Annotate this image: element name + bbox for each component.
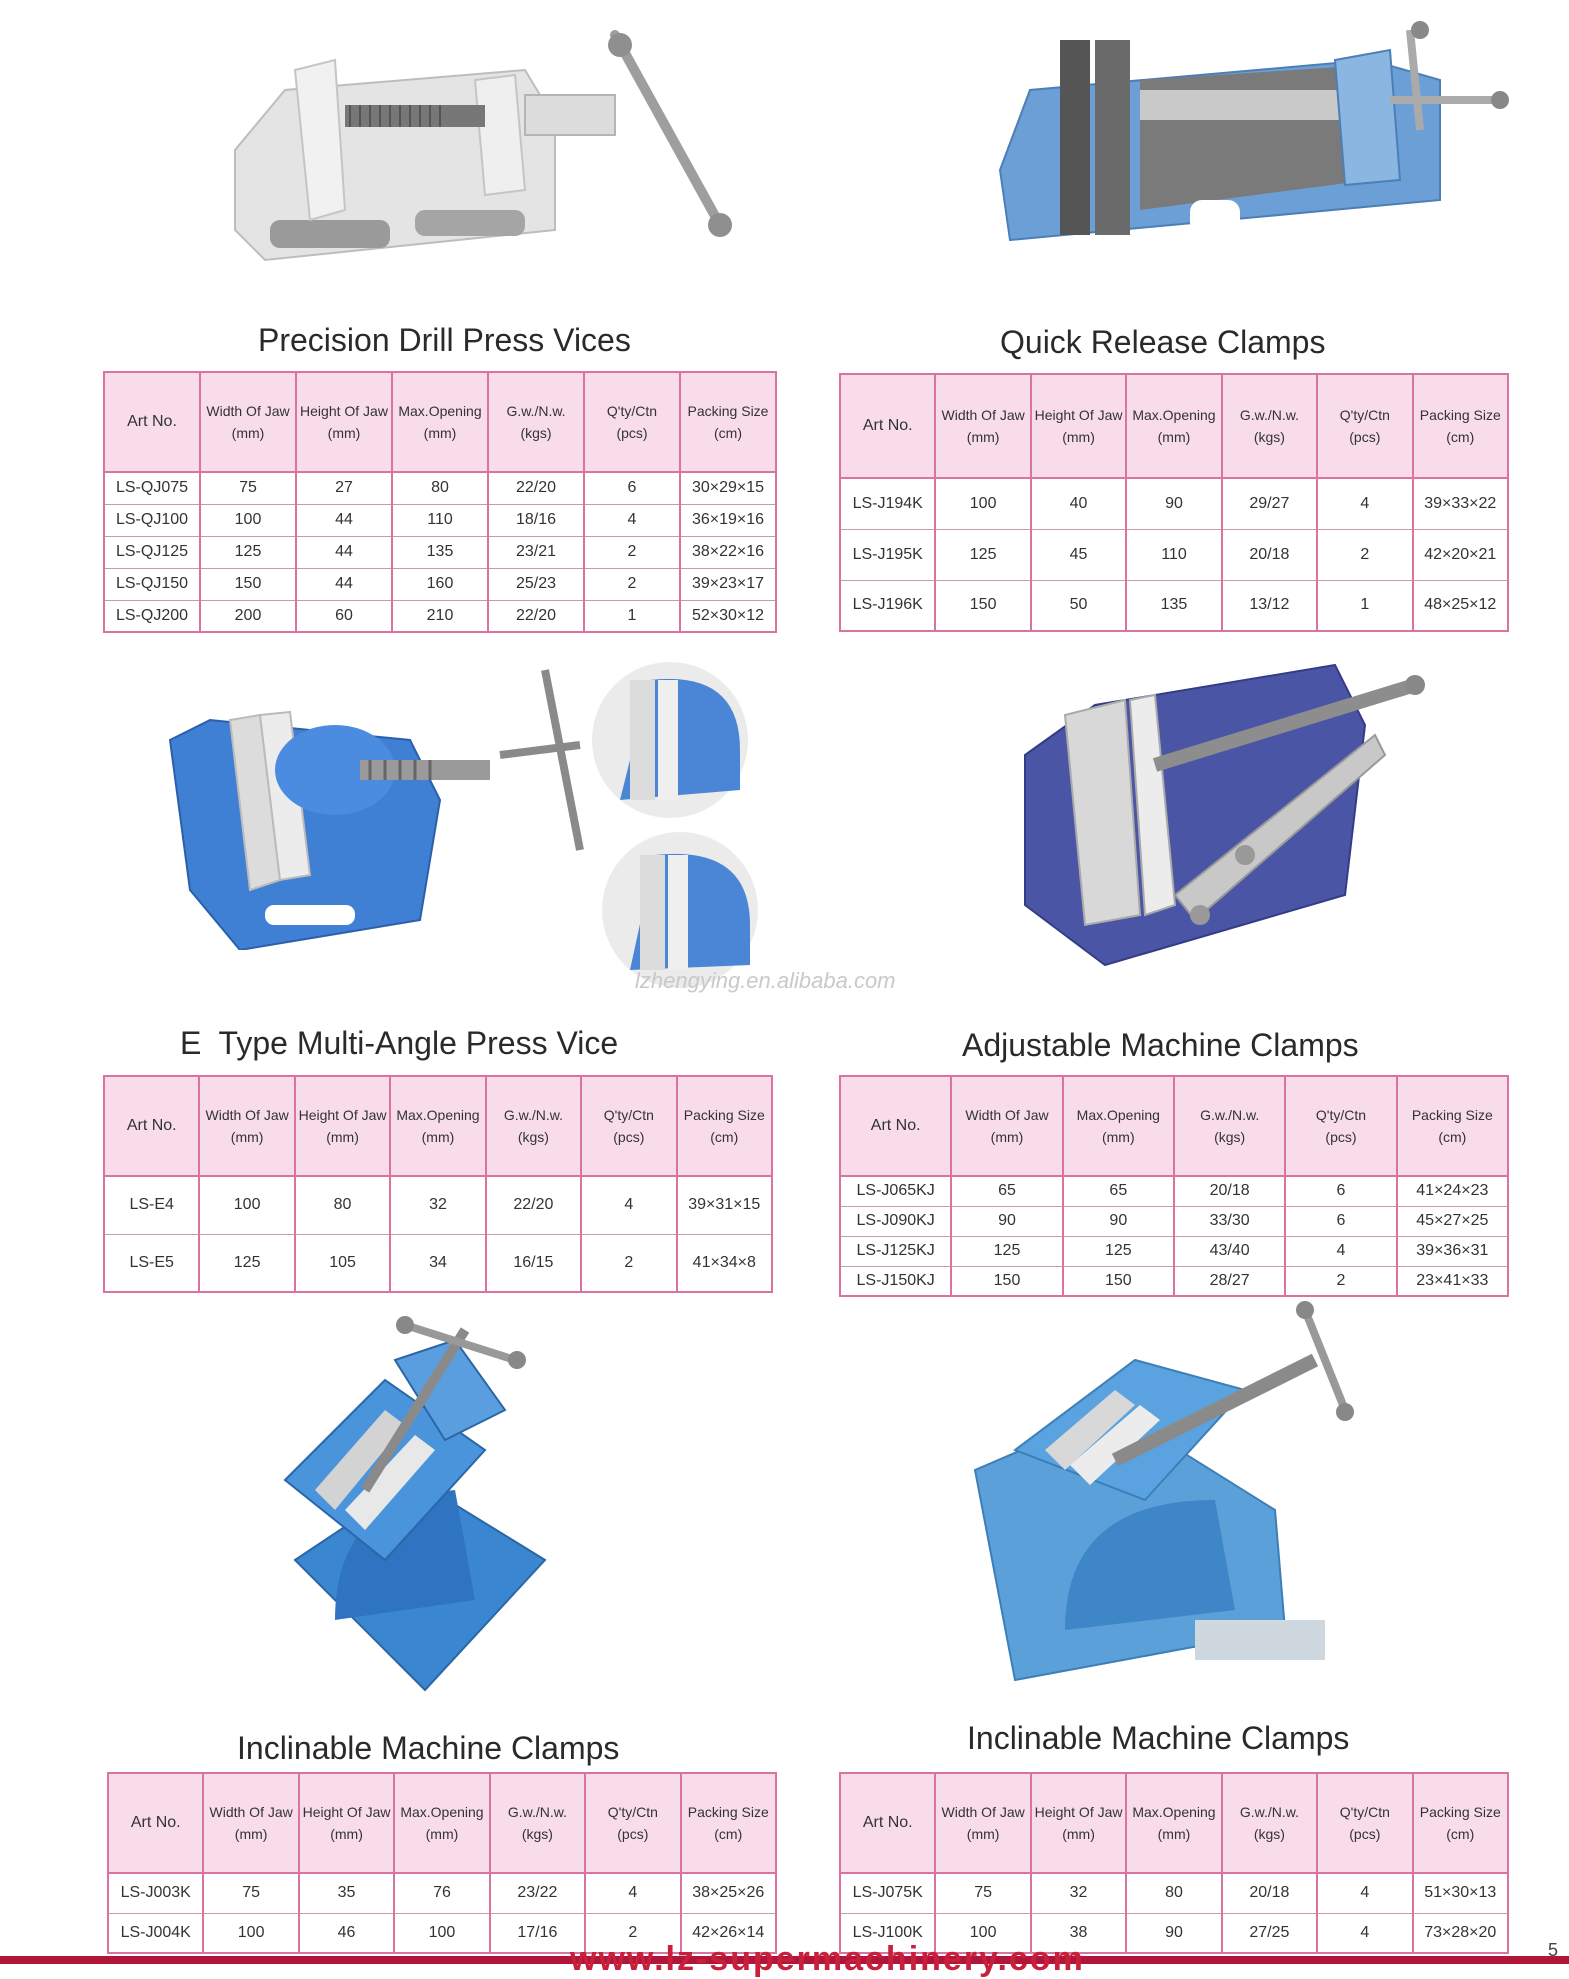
table-header-row — [104, 1076, 772, 1176]
table-cell: 23/21 — [488, 536, 584, 568]
table-cell: 200 — [200, 600, 296, 632]
table-cell: LS-QJ100 — [104, 504, 200, 536]
table-cell: 90 — [951, 1206, 1062, 1236]
table-cell: LS-J100K — [840, 1913, 935, 1953]
table-cell: 60 — [296, 600, 392, 632]
column-header: G.w./N.w. (kgs) — [1222, 1773, 1317, 1873]
column-header: Max.Opening (mm) — [392, 372, 488, 472]
table-cell: 125 — [935, 529, 1030, 580]
table-cell: 90 — [1063, 1206, 1174, 1236]
table-cell: 42×26×14 — [681, 1913, 776, 1953]
table-cell: LS-QJ200 — [104, 600, 200, 632]
table-cell: LS-QJ075 — [104, 472, 200, 504]
table-cell: 100 — [200, 504, 296, 536]
table-cell: 100 — [935, 478, 1030, 529]
table-cell: 2 — [584, 568, 680, 600]
table-cell: 2 — [1317, 529, 1412, 580]
table-cell: 45 — [1031, 529, 1126, 580]
table-cell: 125 — [1063, 1236, 1174, 1266]
table-cell: 1 — [1317, 580, 1412, 631]
column-header: Art No. — [840, 374, 935, 478]
column-header: Width Of Jaw (mm) — [200, 372, 296, 472]
table-row — [104, 1234, 772, 1292]
spec-table-inclinable-machine-clamps-right — [839, 1772, 1509, 1954]
table-cell: 43/40 — [1174, 1236, 1285, 1266]
table-cell: 32 — [390, 1176, 485, 1234]
table-cell: LS-J194K — [840, 478, 935, 529]
table-cell: LS-J150KJ — [840, 1266, 951, 1296]
table-cell: 105 — [295, 1234, 390, 1292]
table-cell: 75 — [200, 472, 296, 504]
table-cell: 38×25×26 — [681, 1873, 776, 1913]
table-cell: 4 — [1317, 1913, 1412, 1953]
table-row — [104, 600, 776, 632]
column-header: G.w./N.w. (kgs) — [1174, 1076, 1285, 1176]
section-title-e-type-multi-angle-press-vice: E Type Multi-Angle Press Vice — [180, 1025, 619, 1061]
table-cell: 16/15 — [486, 1234, 581, 1292]
spec-table-adjustable-machine-clamps — [839, 1075, 1509, 1297]
table-cell: 2 — [584, 536, 680, 568]
table-row — [108, 1873, 776, 1913]
table-cell: 17/16 — [490, 1913, 585, 1953]
table-cell: LS-J195K — [840, 529, 935, 580]
table-row — [104, 536, 776, 568]
table-cell: 4 — [1285, 1236, 1396, 1266]
column-header: Height Of Jaw (mm) — [1031, 374, 1126, 478]
table-cell: LS-E4 — [104, 1176, 199, 1234]
table-cell: 125 — [200, 536, 296, 568]
section-title-adjustable-machine-clamps: Adjustable Machine Clamps — [962, 1027, 1359, 1063]
table-cell: 45×27×25 — [1397, 1206, 1508, 1236]
table-cell: 22/20 — [486, 1176, 581, 1234]
column-header: Max.Opening (mm) — [1126, 374, 1221, 478]
table-cell: 44 — [296, 568, 392, 600]
table-cell: 22/20 — [488, 600, 584, 632]
table-cell: 23×41×33 — [1397, 1266, 1508, 1296]
column-header: Max.Opening (mm) — [394, 1773, 489, 1873]
table-cell: 18/16 — [488, 504, 584, 536]
section-title-inclinable-machine-clamps-right: Inclinable Machine Clamps — [967, 1720, 1350, 1756]
column-header: Packing Size (cm) — [680, 372, 776, 472]
table-cell: 6 — [1285, 1176, 1396, 1206]
column-header: Art No. — [108, 1773, 203, 1873]
table-cell: LS-J075K — [840, 1873, 935, 1913]
table-cell: 48×25×12 — [1413, 580, 1508, 631]
table-cell: 73×28×20 — [1413, 1913, 1508, 1953]
table-cell: 44 — [296, 504, 392, 536]
table-cell: 6 — [1285, 1206, 1396, 1236]
table-cell: 38×22×16 — [680, 536, 776, 568]
table-cell: 51×30×13 — [1413, 1873, 1508, 1913]
spec-table-inclinable-machine-clamps-left — [107, 1772, 777, 1954]
table-cell: 35 — [299, 1873, 394, 1913]
table-header-row — [840, 1773, 1508, 1873]
table-cell: 135 — [392, 536, 488, 568]
column-header: Width Of Jaw (mm) — [203, 1773, 298, 1873]
table-row — [104, 568, 776, 600]
column-header: G.w./N.w. (kgs) — [488, 372, 584, 472]
table-cell: 23/22 — [490, 1873, 585, 1913]
table-cell: 38 — [1031, 1913, 1126, 1953]
table-cell: 32 — [1031, 1873, 1126, 1913]
column-header: Art No. — [104, 1076, 199, 1176]
spec-table-e-type-multi-angle-press-vice — [103, 1075, 773, 1293]
table-cell: 2 — [585, 1913, 680, 1953]
table-cell: 36×19×16 — [680, 504, 776, 536]
table-header-row — [104, 372, 776, 472]
column-header: Packing Size (cm) — [1413, 1773, 1508, 1873]
page-number: 5 — [1548, 1940, 1559, 1960]
column-header: G.w./N.w. (kgs) — [490, 1773, 585, 1873]
table-cell: 20/18 — [1222, 1873, 1317, 1913]
table-cell: 65 — [1063, 1176, 1174, 1206]
column-header: Packing Size (cm) — [1413, 374, 1508, 478]
spec-table-quick-release-clamps — [839, 373, 1509, 632]
table-cell: 39×33×22 — [1413, 478, 1508, 529]
e-type-multi-angle-vice-image — [160, 660, 590, 950]
column-header: Width Of Jaw (mm) — [935, 374, 1030, 478]
table-cell: LS-J125KJ — [840, 1236, 951, 1266]
column-header: Height Of Jaw (mm) — [296, 372, 392, 472]
table-cell: 25/23 — [488, 568, 584, 600]
table-header-row — [840, 374, 1508, 478]
table-cell: 39×23×17 — [680, 568, 776, 600]
table-cell: 90 — [1126, 478, 1221, 529]
column-header: Q'ty/Ctn (pcs) — [1317, 374, 1412, 478]
table-cell: 150 — [200, 568, 296, 600]
table-cell: 29/27 — [1222, 478, 1317, 529]
table-cell: 28/27 — [1174, 1266, 1285, 1296]
column-header: Height Of Jaw (mm) — [1031, 1773, 1126, 1873]
table-row — [840, 529, 1508, 580]
column-header: Max.Opening (mm) — [1063, 1076, 1174, 1176]
table-cell: 46 — [299, 1913, 394, 1953]
table-cell: 4 — [1317, 1873, 1412, 1913]
jaw-detail-inset-bottom-image — [600, 830, 760, 990]
footer-url: www.lz-supermachinery.com — [570, 1940, 1085, 1978]
table-cell: 20/18 — [1222, 529, 1317, 580]
table-cell: 110 — [392, 504, 488, 536]
spec-table-precision-drill-press-vices — [103, 371, 777, 633]
inclinable-machine-clamp-left-image — [255, 1300, 565, 1700]
table-cell: 80 — [295, 1176, 390, 1234]
column-header: Height Of Jaw (mm) — [299, 1773, 394, 1873]
column-header: Max.Opening (mm) — [1126, 1773, 1221, 1873]
table-cell: 100 — [935, 1913, 1030, 1953]
table-cell: 150 — [951, 1266, 1062, 1296]
table-cell: 50 — [1031, 580, 1126, 631]
table-cell: 40 — [1031, 478, 1126, 529]
table-row — [840, 478, 1508, 529]
table-cell: 110 — [1126, 529, 1221, 580]
column-header: Q'ty/Ctn (pcs) — [584, 372, 680, 472]
inclinable-machine-clamp-right-image — [955, 1300, 1395, 1690]
table-cell: 30×29×15 — [680, 472, 776, 504]
column-header: Art No. — [840, 1076, 951, 1176]
table-cell: 20/18 — [1174, 1176, 1285, 1206]
column-header: Packing Size (cm) — [677, 1076, 772, 1176]
table-cell: LS-E5 — [104, 1234, 199, 1292]
table-cell: 75 — [203, 1873, 298, 1913]
table-cell: 80 — [392, 472, 488, 504]
column-header: Height Of Jaw (mm) — [295, 1076, 390, 1176]
table-cell: 150 — [1063, 1266, 1174, 1296]
table-cell: 33/30 — [1174, 1206, 1285, 1236]
table-cell: 76 — [394, 1873, 489, 1913]
column-header: Width Of Jaw (mm) — [199, 1076, 294, 1176]
column-header: Q'ty/Ctn (pcs) — [1285, 1076, 1396, 1176]
table-row — [104, 504, 776, 536]
adjustable-machine-clamp-image — [1005, 645, 1455, 975]
table-cell: 100 — [199, 1176, 294, 1234]
precision-drill-press-vice-image — [225, 30, 745, 280]
table-cell: LS-QJ150 — [104, 568, 200, 600]
table-cell: LS-J090KJ — [840, 1206, 951, 1236]
table-cell: LS-QJ125 — [104, 536, 200, 568]
table-cell: LS-J065KJ — [840, 1176, 951, 1206]
table-cell: 4 — [1317, 478, 1412, 529]
table-cell: 125 — [199, 1234, 294, 1292]
table-row — [840, 1236, 1508, 1266]
column-header: G.w./N.w. (kgs) — [486, 1076, 581, 1176]
table-header-row — [108, 1773, 776, 1873]
section-title-precision-drill-press-vices: Precision Drill Press Vices — [258, 322, 631, 358]
quick-release-clamp-image — [990, 20, 1520, 250]
table-cell: LS-J196K — [840, 580, 935, 631]
table-cell: LS-J004K — [108, 1913, 203, 1953]
column-header: Width Of Jaw (mm) — [935, 1773, 1030, 1873]
table-cell: 6 — [584, 472, 680, 504]
table-row — [840, 580, 1508, 631]
table-cell: 100 — [203, 1913, 298, 1953]
table-cell: 27/25 — [1222, 1913, 1317, 1953]
column-header: Max.Opening (mm) — [390, 1076, 485, 1176]
table-cell: 65 — [951, 1176, 1062, 1206]
table-cell: 41×24×23 — [1397, 1176, 1508, 1206]
table-cell: 4 — [584, 504, 680, 536]
table-cell: 2 — [581, 1234, 676, 1292]
table-cell: 150 — [935, 580, 1030, 631]
table-cell: 125 — [951, 1236, 1062, 1266]
table-cell: 160 — [392, 568, 488, 600]
table-row — [104, 472, 776, 504]
table-row — [840, 1176, 1508, 1206]
table-cell: 2 — [1285, 1266, 1396, 1296]
table-cell: 4 — [585, 1873, 680, 1913]
table-row — [104, 1176, 772, 1234]
column-header: Art No. — [104, 372, 200, 472]
table-cell: 34 — [390, 1234, 485, 1292]
table-cell: 75 — [935, 1873, 1030, 1913]
table-cell: 13/12 — [1222, 580, 1317, 631]
column-header: Art No. — [840, 1773, 935, 1873]
table-cell: 44 — [296, 536, 392, 568]
column-header: Q'ty/Ctn (pcs) — [585, 1773, 680, 1873]
column-header: Q'ty/Ctn (pcs) — [1317, 1773, 1412, 1873]
table-cell: 27 — [296, 472, 392, 504]
column-header: Packing Size (cm) — [1397, 1076, 1508, 1176]
table-cell: 210 — [392, 600, 488, 632]
table-cell: 22/20 — [488, 472, 584, 504]
table-cell: 41×34×8 — [677, 1234, 772, 1292]
column-header: Width Of Jaw (mm) — [951, 1076, 1062, 1176]
table-row — [840, 1206, 1508, 1236]
table-cell: 39×31×15 — [677, 1176, 772, 1234]
table-cell: 100 — [394, 1913, 489, 1953]
section-title-inclinable-machine-clamps-left: Inclinable Machine Clamps — [237, 1730, 620, 1766]
table-header-row — [840, 1076, 1508, 1176]
table-cell: 52×30×12 — [680, 600, 776, 632]
jaw-detail-inset-top-image — [590, 660, 750, 820]
column-header: Packing Size (cm) — [681, 1773, 776, 1873]
table-cell: 4 — [581, 1176, 676, 1234]
table-cell: LS-J003K — [108, 1873, 203, 1913]
column-header: Q'ty/Ctn (pcs) — [581, 1076, 676, 1176]
table-cell: 1 — [584, 600, 680, 632]
table-cell: 39×36×31 — [1397, 1236, 1508, 1266]
table-cell: 135 — [1126, 580, 1221, 631]
table-cell: 90 — [1126, 1913, 1221, 1953]
column-header: G.w./N.w. (kgs) — [1222, 374, 1317, 478]
table-row — [840, 1873, 1508, 1913]
table-row — [840, 1266, 1508, 1296]
table-cell: 42×20×21 — [1413, 529, 1508, 580]
table-cell: 80 — [1126, 1873, 1221, 1913]
watermark: lzhengying.en.alibaba.com — [635, 968, 896, 993]
section-title-quick-release-clamps: Quick Release Clamps — [1000, 324, 1326, 360]
